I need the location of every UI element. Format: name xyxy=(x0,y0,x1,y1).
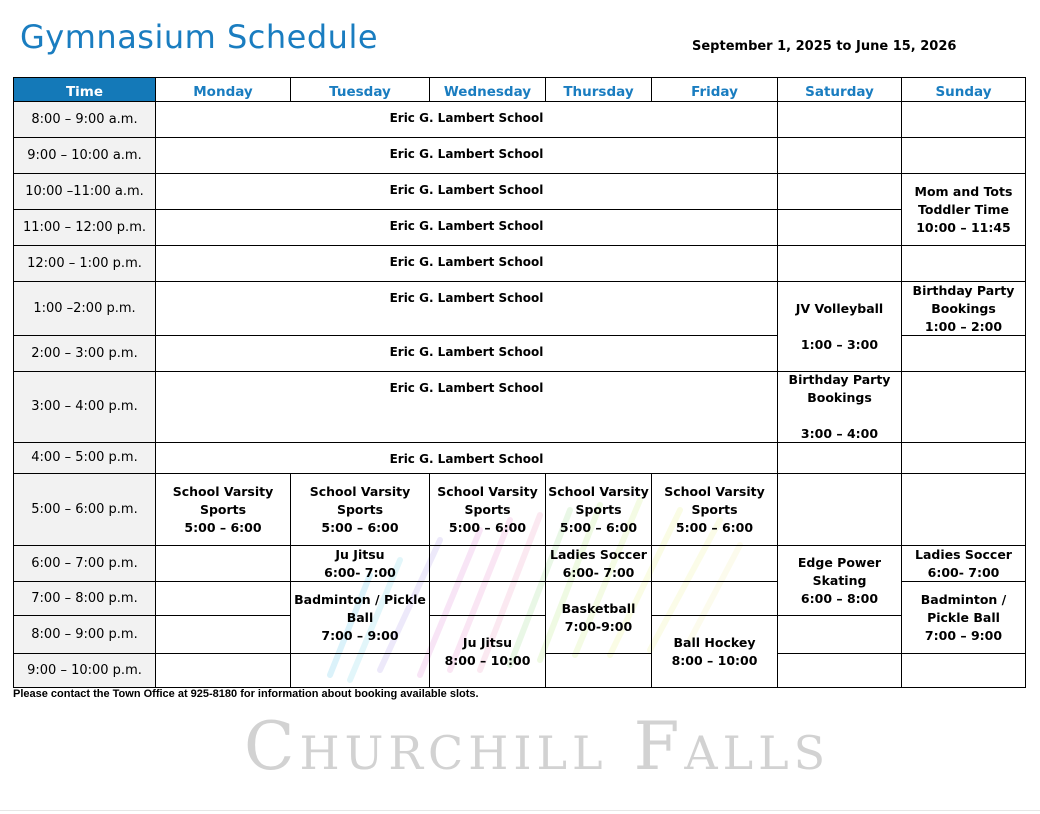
time-slot: 3:00 – 4:00 p.m. xyxy=(13,371,156,443)
school-block: Eric G. Lambert School xyxy=(155,101,778,138)
footer-note: Please contact the Town Office at 925-8180 for information about booking available slots. xyxy=(13,688,479,700)
school-block: Eric G. Lambert School xyxy=(155,209,778,246)
event-ladies-soccer-thursday: Ladies Soccer 6:00- 7:00 xyxy=(545,545,652,582)
time-slot: 8:00 – 9:00 a.m. xyxy=(13,101,156,138)
time-slot: 2:00 – 3:00 p.m. xyxy=(13,335,156,372)
empty-slot xyxy=(901,245,1026,282)
event-badminton-sunday: Badminton / Pickle Ball 7:00 – 9:00 xyxy=(901,581,1026,654)
empty-slot xyxy=(545,653,652,688)
event-birthday-party-sunday: Birthday Party Bookings 1:00 – 2:00 xyxy=(901,281,1026,336)
event-birthday-party-saturday: Birthday Party Bookings 3:00 – 4:00 xyxy=(777,371,902,443)
empty-slot xyxy=(901,335,1026,372)
column-header-friday: Friday xyxy=(651,77,778,102)
event-basketball-thursday: Basketball 7:00-9:00 xyxy=(545,581,652,654)
event-jv-volleyball: JV Volleyball 1:00 – 3:00 xyxy=(777,281,902,372)
time-slot: 8:00 – 9:00 p.m. xyxy=(13,615,156,654)
empty-slot xyxy=(155,545,291,582)
divider xyxy=(0,810,1040,811)
school-block: Eric G. Lambert School xyxy=(155,281,778,336)
empty-slot xyxy=(651,581,778,616)
column-header-saturday: Saturday xyxy=(777,77,902,102)
column-header-wednesday: Wednesday xyxy=(429,77,546,102)
time-slot: 4:00 – 5:00 p.m. xyxy=(13,442,156,474)
time-slot: 9:00 – 10:00 p.m. xyxy=(13,653,156,688)
event-badminton-tuesday: Badminton / Pickle Ball 7:00 – 9:00 xyxy=(290,581,430,654)
column-header-tuesday: Tuesday xyxy=(290,77,430,102)
empty-slot xyxy=(155,581,291,616)
empty-slot xyxy=(777,209,902,246)
empty-slot xyxy=(901,371,1026,443)
empty-slot xyxy=(901,137,1026,174)
event-edge-power-skating: Edge Power Skating 6:00 – 8:00 xyxy=(777,545,902,616)
empty-slot xyxy=(290,653,430,688)
empty-slot xyxy=(901,101,1026,138)
empty-slot xyxy=(777,442,902,474)
time-slot: 5:00 – 6:00 p.m. xyxy=(13,473,156,546)
empty-slot xyxy=(901,473,1026,546)
empty-slot xyxy=(155,615,291,654)
empty-slot xyxy=(777,473,902,546)
time-slot: 1:00 –2:00 p.m. xyxy=(13,281,156,336)
school-block: Eric G. Lambert School xyxy=(155,371,778,443)
school-block: Eric G. Lambert School xyxy=(155,442,778,474)
empty-slot xyxy=(777,653,902,688)
school-block: Eric G. Lambert School xyxy=(155,137,778,174)
empty-slot xyxy=(777,137,902,174)
time-slot: 12:00 – 1:00 p.m. xyxy=(13,245,156,282)
date-range: September 1, 2025 to June 15, 2026 xyxy=(692,39,957,54)
school-block: Eric G. Lambert School xyxy=(155,173,778,210)
empty-slot xyxy=(777,245,902,282)
empty-slot xyxy=(155,653,291,688)
empty-slot xyxy=(651,545,778,582)
event-ball-hockey-friday: Ball Hockey 8:00 – 10:00 xyxy=(651,615,778,688)
empty-slot xyxy=(777,101,902,138)
event-ju-jitsu-wednesday: Ju Jitsu 8:00 – 10:00 xyxy=(429,615,546,688)
event-varsity-wednesday: School Varsity Sports 5:00 – 6:00 xyxy=(429,473,546,546)
school-block: Eric G. Lambert School xyxy=(155,245,778,282)
event-ladies-soccer-sunday: Ladies Soccer 6:00- 7:00 xyxy=(901,545,1026,582)
column-header-monday: Monday xyxy=(155,77,291,102)
event-mom-and-tots: Mom and Tots Toddler Time 10:00 – 11:45 xyxy=(901,173,1026,246)
empty-slot xyxy=(901,653,1026,688)
empty-slot xyxy=(777,173,902,210)
page-title: Gymnasium Schedule xyxy=(20,18,379,56)
school-block: Eric G. Lambert School xyxy=(155,335,778,372)
event-varsity-monday: School Varsity Sports 5:00 – 6:00 xyxy=(155,473,291,546)
time-slot: 7:00 – 8:00 p.m. xyxy=(13,581,156,616)
time-slot: 9:00 – 10:00 a.m. xyxy=(13,137,156,174)
empty-slot xyxy=(429,581,546,616)
time-slot: 11:00 – 12:00 p.m. xyxy=(13,209,156,246)
column-header-thursday: Thursday xyxy=(545,77,652,102)
empty-slot xyxy=(777,615,902,654)
churchill-falls-logo: Churchill Falls xyxy=(244,708,831,785)
event-varsity-thursday: School Varsity Sports 5:00 – 6:00 xyxy=(545,473,652,546)
time-slot: 6:00 – 7:00 p.m. xyxy=(13,545,156,582)
column-header-time: Time xyxy=(13,77,156,102)
event-ju-jitsu-tuesday: Ju Jitsu 6:00- 7:00 xyxy=(290,545,430,582)
column-header-sunday: Sunday xyxy=(901,77,1026,102)
event-varsity-tuesday: School Varsity Sports 5:00 – 6:00 xyxy=(290,473,430,546)
event-varsity-friday: School Varsity Sports 5:00 – 6:00 xyxy=(651,473,778,546)
empty-slot xyxy=(901,442,1026,474)
time-slot: 10:00 –11:00 a.m. xyxy=(13,173,156,210)
empty-slot xyxy=(429,545,546,582)
